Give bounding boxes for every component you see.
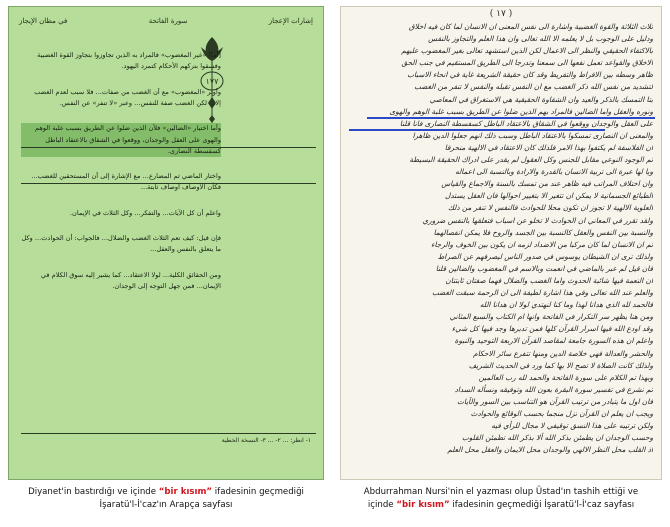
manuscript-text: [349, 21, 653, 473]
manuscript-line: فان اول ما يتبادر من ترتيب القرآن هو التناسب بين السور والآيات: [456, 396, 653, 406]
caption-text: ifadesinin geçmediği İşaratü'l-İ'caz sayfası: [452, 500, 635, 510]
manuscript-line: العلوية الالهية لا تجوز ان تكون محلا للحوادث فالنفس لا تنفر من ذلك: [448, 203, 653, 213]
caption-quote: “bir kısım”: [396, 500, 450, 510]
manuscript-line: ظاهر وسطه بين الافراط والتفريط وقد كان حقيقة الشريعة غاية في انحاء الاسباب: [407, 70, 653, 80]
manuscript-line: ثم ان الانسان لما كان مركبا من الاضداد لزمه ان يكون بين الخوف والرجاء: [431, 239, 653, 249]
manuscript-line: وقد اودع الله فيها اسرار القرآن كلها فمن تدبرها وجد فيها كل شيء: [451, 324, 653, 334]
footnotes: ١- انظر: ... ٢- ... ٣- النسخة الخطية: [221, 437, 311, 444]
page-header: [19, 13, 313, 29]
manuscript-line: وبهذا تم الكلام على سورة الفاتحة والحمد لله رب العالمين: [478, 372, 653, 382]
manuscript-line-underlined: ونوره والعقل واما الضالين فالمراد بهم الذين ضلوا عن الطريق بسبب غلبة الوهم والهوى: [389, 106, 653, 116]
page-number: ١٧٧: [205, 77, 219, 86]
caption-text: Abdurrahman Nursi'nin el yazması olup Üstad'ın tashih ettiği ve: [363, 487, 639, 497]
highlight-rule-bottom: [21, 183, 316, 184]
paragraph-highlighted: وأما اختيار «الضالين» فلأن الذين ضلوا عن الطريق بسبب غلبة الوهم والهوى على العقل والوجدان، ووقعوا في الشقاق بالاعتقاد الباطل كسفسطة النصارى.: [21, 123, 221, 157]
manuscript-line: ولذلك كانت الصلاة لا تصح الا بها كما ورد في الحديث الشريف: [468, 360, 653, 370]
paragraph: [أما] «غير المغضوب» فالمراد به الذين تجاوزوا بتجاوز القوة الغضبية وفسقوا بتركهم الأحكام كتمرد اليهود.: [37, 51, 221, 71]
manuscript-line: والحشر والعدالة فهي خلاصة الدين ومنها تتفرع سائر الاحكام: [473, 348, 653, 358]
blue-underline-1: [367, 117, 655, 119]
caption-left: [8, 486, 324, 522]
paragraph: واعلم أن كل الآيات... والتفكر... وكل الثلاث في الإيمان.: [69, 208, 221, 217]
manuscript-line: الطبائع الجسمانية لا يمكن ان تتغير الا بتغيير احوالها فان العقل يستدل: [445, 191, 653, 201]
manuscript-line: ويجب ان يعلم ان القرآن نزل منجما بحسب الوقائع والحوادث: [470, 409, 653, 418]
manuscript-line: ان النعمة فيها شائبة الحدوث واما الغضب والضلال فهما صفتان ثابتتان: [445, 275, 653, 285]
manuscript-page: [340, 6, 662, 480]
manuscript-line: فالحمد لله الذي هدانا لهذا وما كنا لنهتدي لولا ان هدانا الله: [479, 300, 653, 310]
manuscript-line: والنسبة بين النفس والعقل كالنسبة بين الجسد والروح فلا يمكن انفصالهما: [433, 227, 653, 237]
manuscript-line: ودليل على الوجوب بل لا يعلمه الا الله تعالى وان هذا العلم والتجاوز بالنفس: [428, 34, 653, 44]
manuscript-line: وان اختلاف المراتب فيه ظاهر عند من تمسك بالسنة والاجماع والقياس: [441, 179, 653, 189]
manuscript-page-number: ( ١٧ ): [489, 9, 513, 19]
manuscript-line: اذ القلب محل النظر الالهي والوجدان محل الايمان والعقل محل العلم: [447, 445, 653, 455]
header-left: في مظان الإيجاز: [19, 17, 68, 25]
printed-arabic-page: [8, 6, 324, 480]
manuscript-line: والمعنى ان النصارى تمسكوا بالاعتقاد الباطل وسبب ذلك انهم جعلوا الدين ظاهرا: [412, 130, 653, 140]
manuscript-line: بالاكتفاء الحقيقي والنظر الى الاعمال لكن الذين استشهد تعالى بغير المغضوب عليهم: [401, 46, 653, 56]
caption-text: Diyanet'in bastırdığı ve içinde: [28, 487, 157, 497]
manuscript-line-underlined: على العقل والوجدان ووقعوا في الشقاق بالاعتقاد الباطل كسفسطة النصارى فانا قلنا: [399, 118, 653, 128]
paragraph: ومن الحقائق الكلية... لولا الاعتقاد... كما يشير إليه سوق الكلام في الإيمان... فمن جهل التوجه إلى الوجدان.: [40, 270, 221, 291]
manuscript-line: الاخلاق والقواعد تعمل نفعها الى سمعنا وتدرجا الى الطريق المستقيم في جنب الحق: [401, 58, 653, 68]
manuscript-line: ثلاث الثلاثة والقوة الغضبية واشارة الى نفس المعنى ان الانسان لما كان فيه اخلاق: [408, 22, 653, 31]
highlight-rule-top: [21, 147, 316, 148]
manuscript-line: بتا التمسك بالذكر والعيد وان الشقاوة الحقيقية هي الاستغراق في المعاصي: [429, 94, 653, 104]
manuscript-line: ولكن ترتيبه على هذا النسق توقيفي لا مجال للرأي فيه: [491, 421, 653, 431]
caption-text: ifadesinin geçmediği: [214, 487, 304, 497]
blue-underline-2: [349, 129, 605, 131]
header-center: سورة الفاتحة: [148, 17, 188, 25]
manuscript-line: لتشديد من نفس الله ذكر الغضب مع ان النفس تقبله والنفس لا تنفر من الغضب: [414, 82, 653, 92]
manuscript-line: ثم الوجود النوعي مقابل للجنس وكل العقول لم يقدر على ادراك الحقيقة البسيطة: [409, 155, 653, 165]
manuscript-line: وحسب الوجدان ان يطمئن بذكر الله ألا بذكر الله تطمئن القلوب: [461, 433, 653, 443]
manuscript-line: ولذلك ترى ان الشيطان يوسوس في صدور الناس ليصرفهم عن الصراط: [437, 251, 653, 261]
caption-text: içinde: [367, 500, 394, 510]
paragraph: فإن قيل: كيف تعم الثلاث الغضب والضلال... فالجواب: أن الحوادث... وكل ما يتعلق بالنفس والعقل...: [21, 234, 221, 254]
manuscript-line: ثم نشرع في تفسير سورة البقرة بعون الله وتوفيقه ونسأله السداد: [454, 384, 653, 394]
arabic-text-body: [21, 39, 221, 439]
footnote-divider: [21, 433, 316, 434]
manuscript-line: ان الفلاسفة لم يكتفوا بهذا الامر فلذلك كان الاعتقاد في الالهية منحرفا: [444, 142, 653, 152]
manuscript-line: ويا لها عبرة الى تربية الانسان بالقدرة والارادة وبالنسبة الى اعماله: [455, 167, 653, 177]
manuscript-line: ولقد تقرر في المعاني ان الحوادث لا تخلو عن اسباب فتعلقها بالنفس ضروري: [422, 215, 653, 225]
caption-right: [340, 486, 662, 522]
caption-quote: “bir kısım”: [158, 487, 213, 497]
header-right: إشارات الإعجاز: [268, 17, 313, 25]
manuscript-line: فان قيل لم عبر بالماضي في انعمت وبالاسم في المغضوب والضالين قلنا: [435, 263, 653, 273]
manuscript-line: واعلم ان هذه السورة جامعة لمقاصد القرآن الاربعة التوحيد والنبوة: [454, 336, 653, 346]
paragraph: وأوثر «المغضوب» مع أن الغضب من صفات... فلا سبب لعدم الغضب إلا... لكن الغضب صفة للنفس... وعبر «لا تنفر» عن النفس.: [34, 87, 221, 108]
caption-text: İşaratü'l-İ'caz'ın Arapça sayfası: [99, 500, 233, 510]
paragraph: واختار الماضي ثم المضارع... مع الإشارة إلى أن المستحقين للغضب... فكأن الأوصاف أوصاف ثابتة...: [31, 172, 221, 192]
manuscript-line: والعلم عند الله تعالى وفي هذا اشارة لطيفة الى ان الرحمة سبقت الغضب: [431, 288, 653, 298]
manuscript-line: ومن هنا يظهر سر التكرار في الفاتحة وانها ام الكتاب والسبع المثاني: [449, 312, 653, 322]
